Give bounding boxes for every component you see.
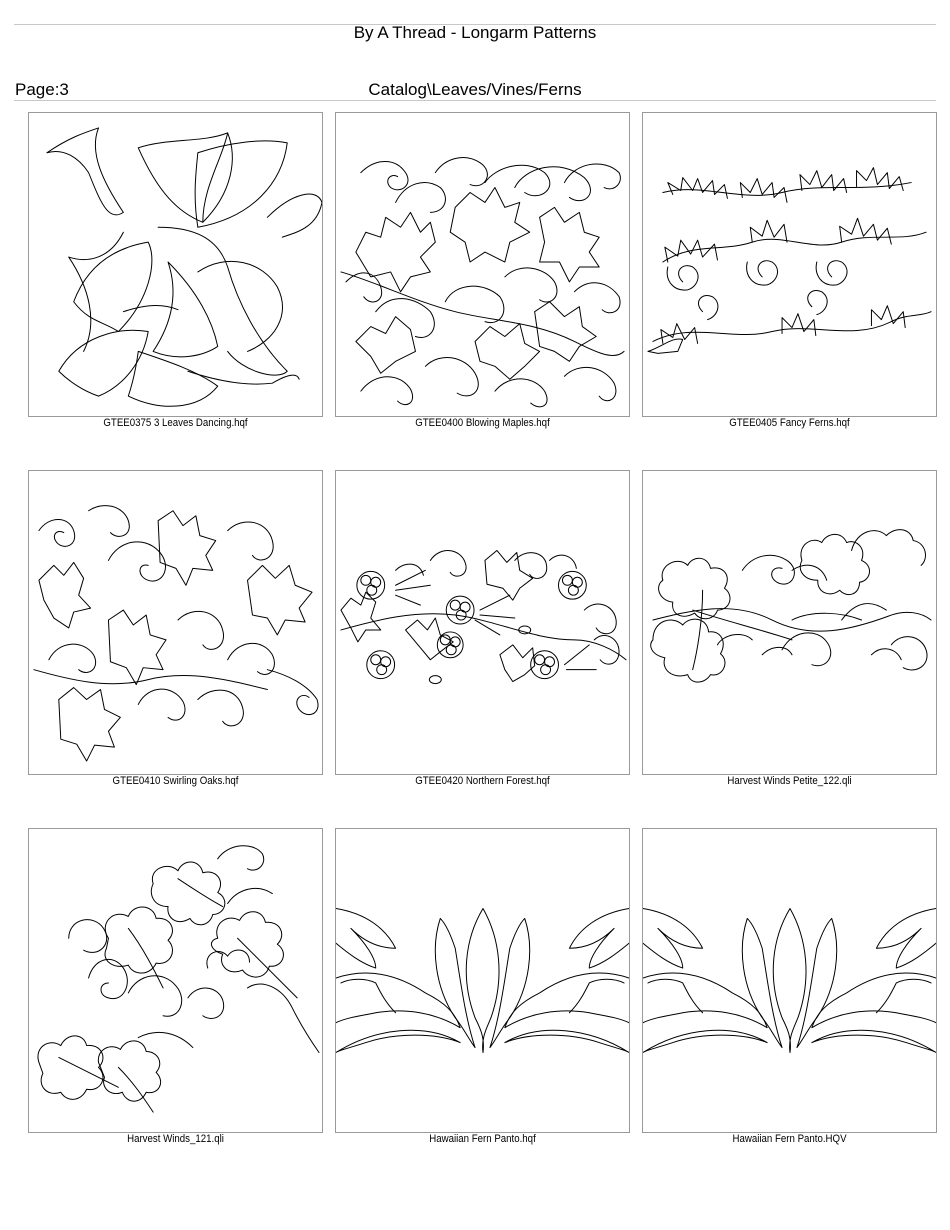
- pattern-filename: GTEE0400 Blowing Maples.hqf: [415, 417, 550, 429]
- catalog-path: Catalog\Leaves/Vines/Ferns: [368, 80, 582, 99]
- pattern-filename: Hawaiian Fern Panto.hqf: [429, 1133, 536, 1145]
- hawaiian-fern-pattern-icon: [336, 829, 629, 1132]
- pattern-filename: GTEE0375 3 Leaves Dancing.hqf: [103, 417, 248, 429]
- swirling-oaks-pattern-icon: [29, 471, 322, 774]
- pattern-tile[interactable]: [28, 828, 323, 1133]
- pattern-tile[interactable]: [642, 112, 937, 417]
- pattern-tile[interactable]: [642, 470, 937, 775]
- blowing-maples-pattern-icon: [336, 113, 629, 416]
- hawaiian-fern-hqv-pattern-icon: [643, 829, 936, 1132]
- pattern-tile[interactable]: [642, 828, 937, 1133]
- pattern-filename: GTEE0405 Fancy Ferns.hqf: [729, 417, 850, 429]
- leaves-dancing-pattern-icon: [29, 113, 322, 416]
- page-number: Page:3: [15, 80, 69, 99]
- header-rule: [14, 100, 936, 101]
- pattern-tile[interactable]: [335, 112, 630, 417]
- pattern-tile[interactable]: [335, 828, 630, 1133]
- northern-forest-pattern-icon: [336, 471, 629, 774]
- pattern-filename: Hawaiian Fern Panto.HQV: [732, 1133, 847, 1145]
- pattern-filename: Harvest Winds_121.qli: [127, 1133, 224, 1145]
- pattern-tile[interactable]: [28, 112, 323, 417]
- pattern-filename: Harvest Winds Petite_122.qli: [727, 775, 852, 787]
- page-title: By A Thread - Longarm Patterns: [353, 23, 597, 42]
- pattern-tile[interactable]: [28, 470, 323, 775]
- harvest-winds-pattern-icon: [29, 829, 322, 1132]
- pattern-tile[interactable]: [335, 470, 630, 775]
- fancy-ferns-pattern-icon: [643, 113, 936, 416]
- pattern-filename: GTEE0410 Swirling Oaks.hqf: [112, 775, 239, 787]
- pattern-filename: GTEE0420 Northern Forest.hqf: [415, 775, 550, 787]
- harvest-winds-petite-pattern-icon: [643, 471, 936, 774]
